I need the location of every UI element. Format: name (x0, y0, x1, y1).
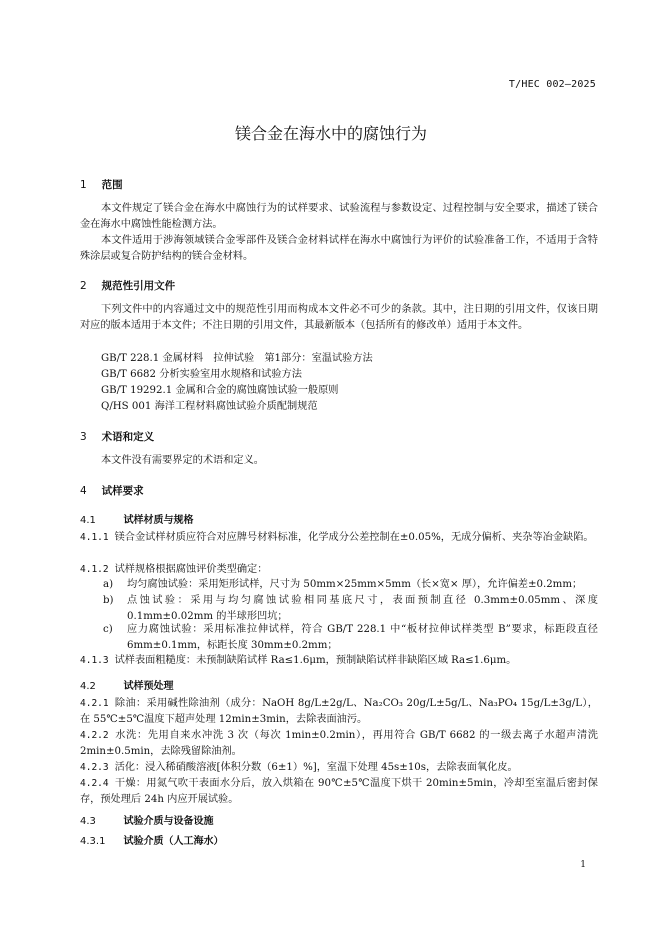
clause-number: 4.1.2 (80, 564, 109, 575)
section-heading-scope (80, 177, 598, 192)
document-title: 镁合金在海水中的腐蚀行为 (234, 124, 427, 143)
clause-number: 4.2.3 (80, 762, 109, 773)
scope-paragraph-1: 本文件规定了镁合金在海水中腐蚀行为的试样要求、试验流程与参数设定、过程控制与安全要求，描述了镁合金在海水中腐蚀性能检测方法。 (80, 203, 598, 231)
subsection-heading-4-2 (80, 677, 598, 692)
reference-item: Q/HS 001 海洋工程材料腐蚀试验介质配制规范 (101, 401, 318, 412)
terms-paragraph: 本文件没有需要界定的术语和定义。 (101, 455, 264, 466)
section-heading-normative-references (80, 278, 598, 293)
clause-text: 镁合金试样材质应符合对应牌号材料标准，化学成分公差控制在±0.05%，无成分偏析、夹杂等冶金缺陷。 (114, 532, 594, 543)
clause-4-1-1 (80, 530, 598, 546)
subsection-title: 试样材质与规格 (123, 515, 194, 526)
clause-4-2-2 (80, 728, 598, 760)
clause-4-2-1 (80, 696, 598, 728)
subsection-number: 4.2 (80, 681, 96, 692)
list-item-text: 点蚀试验：采用与均匀腐蚀试验相同基底尺寸，表面预制直径 0.3mm±0.05mm、深度 0.1mm±0.02mm 的半球形凹坑； (127, 595, 598, 623)
section-title: 范围 (101, 179, 123, 191)
subsection-number: 4.1 (80, 515, 96, 526)
subsection-title: 试验介质与设备设施 (123, 816, 214, 827)
reference-item: GB/T 19292.1 金属和合金的腐蚀腐蚀试验一般原则 (101, 385, 339, 396)
subsection-title: 试样预处理 (123, 681, 174, 692)
list-item-c (103, 622, 598, 654)
clause-number: 4.2.1 (80, 698, 109, 709)
clause-text: 干燥：用氮气吹干表面水分后，放入烘箱在 90℃±5℃温度下烘干 20min±5min，冷却至室温后密封保存，预处理后 24h 内应开展试验。 (80, 778, 598, 806)
clause-number: 4.1.1 (80, 532, 109, 543)
section-heading-terms (80, 429, 598, 444)
clause-number: 4.2.2 (80, 730, 109, 741)
clause-4-1-2 (80, 562, 598, 578)
clause-4-2-4 (80, 776, 598, 808)
clause-text: 活化：浸入稀硝酸溶液[体积分数（6±1）%]，室温下处理 45s±10s，去除表面氧化皮。 (114, 762, 518, 773)
section-number: 3 (80, 431, 87, 443)
clause-number: 4.1.3 (80, 655, 109, 666)
section-title: 术语和定义 (101, 431, 155, 443)
clause-text: 除油：采用碱性除油剂（成分：NaOH 8g/L±2g/L、Na₂CO₃ 20g/L±5g/L、Na₃PO₄ 15g/L±3g/L），在 55℃±5℃温度下超声处理 12min±3min，去除表面油污。 (80, 698, 598, 726)
subsection-number: 4.3 (80, 816, 96, 827)
list-item-text: 应力腐蚀试验：采用标准拉伸试样，符合 GB/T 228.1 中“板材拉伸试样类型 B”要求，标距段直径 6mm±0.1mm，标距长度 30mm±0.2mm； (127, 624, 598, 652)
normative-intro: 下列文件中的内容通过文中的规范性引用而构成本文件必不可少的条款。其中，注日期的引用文件，仅该日期对应的版本适用于本文件；不注日期的引用文件，其最新版本（包括所有的修改单）适用于本文件。 (80, 304, 598, 332)
clause-text: 试样规格根据腐蚀评价类型确定： (114, 564, 268, 575)
list-marker: c) (103, 624, 113, 635)
subsection-heading-4-3 (80, 812, 598, 827)
list-item-text: 均匀腐蚀试验：采用矩形试样，尺寸为 50mm×25mm×5mm（长×宽× 厚），允许偏差±0.2mm； (127, 579, 583, 590)
clause-number: 4.2.4 (80, 778, 109, 789)
subsection-heading-4-3-1 (80, 832, 598, 847)
clause-text: 试样表面粗糙度：未预制缺陷试样 Ra≤1.6μm，预制缺陷试样非缺陷区域 Ra≤1.6μm。 (114, 655, 517, 666)
subsection-title: 试验介质（人工海水） (123, 836, 224, 847)
list-marker: a) (103, 579, 114, 590)
clause-text: 水洗：先用自来水冲洗 3 次（每次 1min±0.2min），再用符合 GB/T 6682 的一级去离子水超声清洗 2min±0.5min，去除残留除油剂。 (80, 730, 598, 758)
reference-item: GB/T 228.1 金属材料 拉伸试验 第1部分：室温试验方法 (101, 353, 373, 364)
list-item-a (103, 577, 598, 593)
page-number: 1 (580, 860, 586, 870)
section-number: 2 (80, 280, 87, 292)
scope-paragraph-2: 本文件适用于涉海领域镁合金零部件及镁合金材料试样在海水中腐蚀行为评价的试验准备工作，不适用于含特殊涂层或复合防护结构的镁合金材料。 (80, 235, 598, 263)
section-number: 1 (80, 179, 87, 191)
section-heading-specimen (80, 483, 598, 498)
subsection-number: 4.3.1 (80, 836, 106, 847)
subsection-heading-4-1 (80, 511, 598, 526)
reference-item: GB/T 6682 分析实验室用水规格和试验方法 (101, 369, 302, 380)
section-title: 试样要求 (101, 485, 144, 497)
clause-4-1-3 (80, 653, 598, 669)
standard-code: T/HEC 002—2025 (508, 79, 596, 90)
section-title: 规范性引用文件 (101, 280, 176, 292)
list-item-b (103, 593, 598, 625)
clause-4-2-3 (80, 760, 598, 776)
list-marker: b) (103, 595, 114, 606)
section-number: 4 (80, 485, 87, 497)
